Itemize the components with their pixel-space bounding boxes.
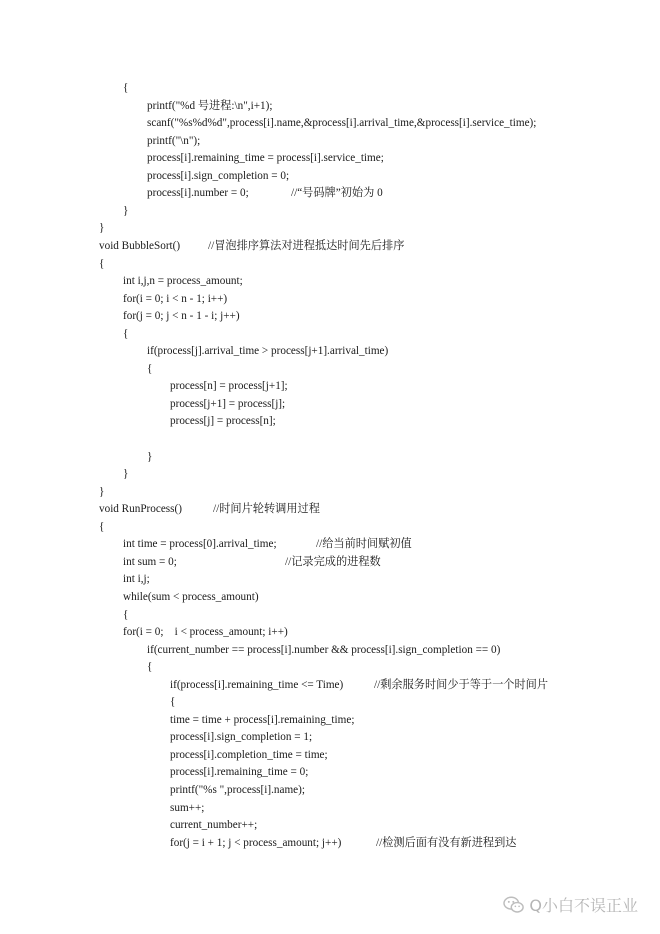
code-line [123, 274, 243, 288]
code-line [147, 186, 249, 200]
code-line [99, 257, 104, 271]
code-line [123, 590, 259, 604]
code-line [123, 81, 128, 95]
code-text: { [147, 661, 153, 674]
code-text: process[i].remaining_time = 0; [170, 766, 309, 779]
code-text: sum++; [170, 801, 205, 814]
code-line [170, 678, 343, 692]
code-comment: //检测后面有没有新进程到达 [376, 836, 517, 849]
code-text: process[n] = process[j+1]; [170, 380, 288, 393]
code-line [123, 608, 128, 622]
code-text: current_number++; [170, 819, 258, 832]
code-line [147, 169, 289, 183]
code-text: int sum = 0; [123, 555, 177, 568]
code-text: { [99, 520, 105, 533]
code-text: for(j = i + 1; j < process_amount; j++) [170, 836, 342, 849]
code-line [170, 765, 308, 779]
code-text: for(j = 0; j < n - 1 - i; j++) [123, 310, 240, 323]
code-text: } [99, 485, 105, 498]
code-line [147, 643, 500, 657]
code-line [147, 362, 152, 376]
code-text: { [147, 362, 153, 375]
code-comment: //冒泡排序算法对进程抵达时间先后排序 [208, 239, 405, 252]
code-line [170, 713, 354, 727]
code-text: void RunProcess() [99, 503, 182, 516]
code-text: process[i].remaining_time = process[i].service_time; [147, 152, 384, 165]
code-text: time = time + process[i].remaining_time; [170, 713, 355, 726]
code-text: printf("\n"); [147, 134, 201, 147]
code-line [123, 555, 177, 569]
code-line [99, 502, 182, 516]
watermark-text: Q小白不误正业 [529, 896, 638, 915]
code-line [147, 151, 384, 165]
code-line [99, 239, 180, 253]
code-text: { [170, 696, 176, 709]
code-text: int time = process[0].arrival_time; [123, 538, 277, 551]
code-comment: //记录完成的进程数 [285, 555, 381, 568]
code-line [123, 537, 277, 551]
code-line [99, 520, 104, 534]
code-line [170, 836, 341, 850]
code-line [123, 292, 227, 306]
code-line [170, 379, 288, 393]
code-text: { [99, 257, 105, 270]
code-line [99, 221, 104, 235]
code-line [123, 572, 150, 586]
code-text: } [99, 222, 105, 235]
code-line [147, 344, 388, 358]
code-line [147, 134, 200, 148]
code-text: if(process[i].remaining_time <= Time) [170, 678, 344, 691]
code-text: { [123, 608, 129, 621]
code-line [170, 818, 257, 832]
code-line [147, 450, 152, 464]
code-line [123, 204, 128, 218]
code-text: if(current_number == process[i].number && process[i].sign_completion == 0) [147, 643, 501, 656]
code-text: } [123, 204, 129, 217]
code-comment: //“号码牌”初始为 0 [291, 187, 383, 200]
code-line [123, 309, 240, 323]
code-comment: //时间片轮转调用过程 [213, 503, 320, 516]
code-line [123, 625, 288, 639]
code-text: process[i].sign_completion = 1; [170, 731, 313, 744]
code-text: } [123, 468, 129, 481]
code-text: { [123, 327, 129, 340]
code-text: process[i].completion_time = time; [170, 748, 328, 761]
code-line [123, 327, 128, 341]
code-text: process[j] = process[n]; [170, 415, 276, 428]
code-line [147, 99, 272, 113]
wechat-icon [503, 895, 525, 915]
code-line [170, 414, 276, 428]
code-line [170, 783, 305, 797]
code-line [147, 116, 536, 130]
code-text: while(sum < process_amount) [123, 590, 259, 603]
code-line [170, 801, 204, 815]
code-line [170, 695, 175, 709]
code-text: int i,j; [123, 573, 150, 586]
code-line [170, 397, 285, 411]
code-line [147, 660, 152, 674]
watermark [503, 893, 638, 916]
code-comment: //给当前时间赋初值 [316, 538, 412, 551]
code-comment: //剩余服务时间少于等于一个时间片 [374, 678, 549, 691]
code-text: scanf("%s%d%d",process[i].name,&process[i].arrival_time,&process[i].service_time); [147, 117, 537, 130]
code-text: process[i].sign_completion = 0; [147, 169, 290, 182]
code-line [99, 485, 104, 499]
code-text: } [147, 450, 153, 463]
code-text: { [123, 82, 129, 94]
code-line [170, 730, 312, 744]
code-line [123, 467, 128, 481]
code-line [170, 748, 328, 762]
code-text: int i,j,n = process_amount; [123, 275, 243, 288]
code-text: for(i = 0; i < process_amount; i++) [123, 626, 288, 639]
code-text: printf("%d 号进程:\n",i+1); [147, 99, 273, 112]
code-text: if(process[j].arrival_time > process[j+1].arrival_time) [147, 345, 389, 358]
code-text: process[i].number = 0; [147, 187, 249, 200]
code-text: process[j+1] = process[j]; [170, 397, 286, 410]
code-text: void BubbleSort() [99, 239, 181, 252]
code-text: for(i = 0; i < n - 1; i++) [123, 292, 228, 305]
code-text: printf("%s ",process[i].name); [170, 784, 305, 796]
